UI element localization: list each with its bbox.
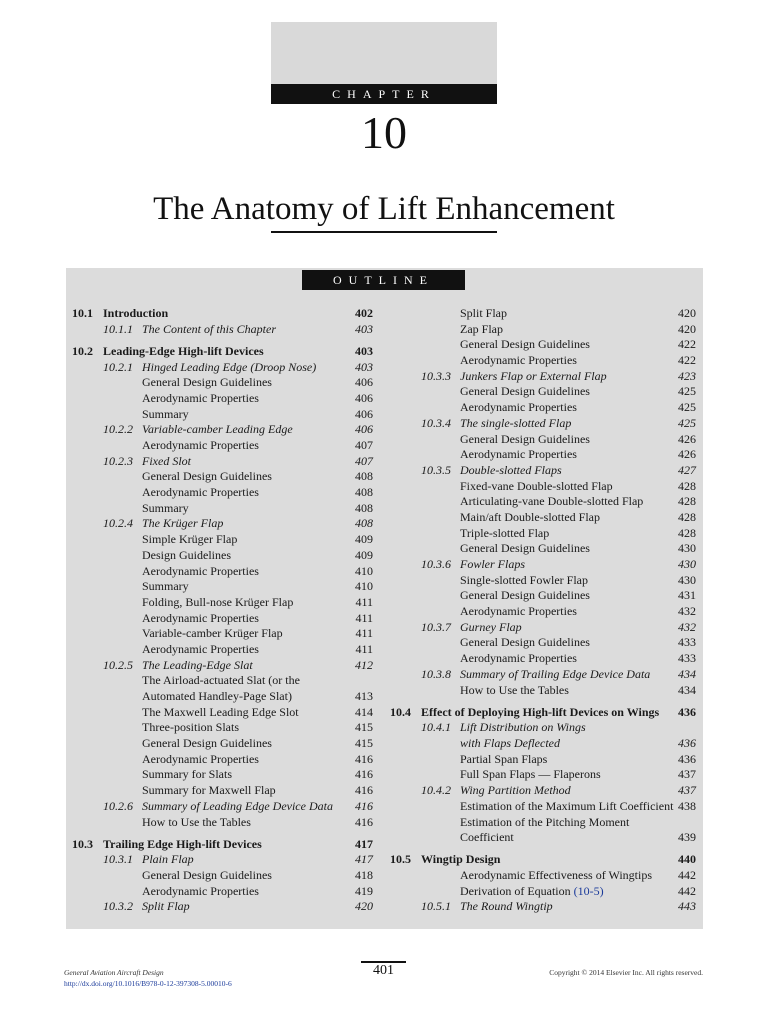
toc-section-title: Trailing Edge High-lift Devices <box>103 836 262 851</box>
toc-page-number: 402 <box>355 306 373 320</box>
toc-section-title: Split Flap <box>142 899 190 914</box>
toc-entry[interactable] <box>72 689 373 705</box>
toc-section-number: 10.3.1 <box>103 852 133 867</box>
toc-entry[interactable] <box>390 736 696 752</box>
toc-section-number: 10.3.5 <box>421 462 451 477</box>
toc-page-number: 423 <box>678 368 696 383</box>
toc-entry[interactable] <box>390 815 696 831</box>
toc-entry[interactable] <box>72 837 373 853</box>
toc-page-number: 408 <box>355 516 373 531</box>
toc-entry[interactable] <box>390 604 696 620</box>
toc-page-number: 425 <box>678 415 696 430</box>
toc-section-title: General Design Guidelines <box>460 635 590 650</box>
toc-page-number: 407 <box>355 453 373 468</box>
toc-entry[interactable] <box>72 375 373 391</box>
toc-entry[interactable] <box>72 422 373 438</box>
toc-page-number: 438 <box>678 798 696 813</box>
toc-entry[interactable] <box>390 620 696 636</box>
toc-entry[interactable] <box>390 799 696 815</box>
toc-entry[interactable] <box>390 573 696 589</box>
toc-entry[interactable] <box>390 720 696 736</box>
toc-entry[interactable] <box>390 353 696 369</box>
toc-entry[interactable] <box>72 720 373 736</box>
toc-entry[interactable] <box>390 510 696 526</box>
toc-section-number: 10.5.1 <box>421 899 451 914</box>
toc-section-title: Summary for Maxwell Flap <box>142 783 276 798</box>
toc-page-number: 432 <box>678 619 696 634</box>
toc-section-title: Variable-camber Krüger Flap <box>142 626 283 641</box>
toc-section-title: General Design Guidelines <box>142 375 272 390</box>
toc-section-title: General Design Guidelines <box>460 541 590 556</box>
toc-section-title: Three-position Slats <box>142 720 239 735</box>
toc-page-number: 439 <box>678 830 696 845</box>
toc-page-number: 410 <box>355 563 373 578</box>
toc-section-title: Aerodynamic Properties <box>142 390 259 405</box>
toc-section-title: Introduction <box>103 306 169 320</box>
toc-entry[interactable] <box>72 611 373 627</box>
toc-entry[interactable] <box>72 344 373 360</box>
toc-entry[interactable] <box>390 337 696 353</box>
toc-entry[interactable] <box>390 400 696 416</box>
toc-section-number: 10.3.8 <box>421 666 451 681</box>
toc-section-title: Summary <box>142 500 189 515</box>
toc-section-title: Summary of Leading Edge Device Data <box>142 798 333 813</box>
toc-page-number: 420 <box>355 899 373 914</box>
toc-page-number: 442 <box>678 868 696 883</box>
toc-page-number: 417 <box>355 836 373 851</box>
toc-section-title: General Design Guidelines <box>142 736 272 751</box>
toc-section-title: Split Flap <box>460 306 508 320</box>
toc-entry[interactable] <box>72 752 373 768</box>
toc-page-number: 408 <box>355 469 373 484</box>
toc-page-number: 416 <box>355 783 373 798</box>
toc-entry[interactable] <box>72 548 373 564</box>
toc-section-number: 10.3 <box>72 836 93 851</box>
toc-page-number: 408 <box>355 485 373 500</box>
toc-entry[interactable] <box>390 369 696 385</box>
toc-section-title: Fixed Slot <box>142 453 191 468</box>
toc-entry[interactable] <box>390 557 696 573</box>
toc-section-title: Folding, Bull-nose Krüger Flap <box>142 594 294 609</box>
toc-section-title: Triple-slotted Flap <box>460 525 550 540</box>
toc-section-number: 10.3.3 <box>421 368 451 383</box>
toc-section-title: Partial Span Flaps <box>460 751 548 766</box>
outline-left-column <box>72 306 373 915</box>
chapter-number: 10 <box>361 107 407 158</box>
toc-entry[interactable] <box>390 541 696 557</box>
toc-section-title: How to Use the Tables <box>460 682 569 697</box>
toc-page-number: 436 <box>678 751 696 766</box>
toc-entry[interactable] <box>390 899 696 915</box>
toc-page-number: 425 <box>678 384 696 399</box>
toc-page-number: 403 <box>355 343 373 358</box>
toc-section-title: Aerodynamic Properties <box>142 563 259 578</box>
chapter-title: The Anatomy of Lift Enhancement <box>153 191 615 227</box>
toc-section-number: 10.3.4 <box>421 415 451 430</box>
toc-section-number: 10.3.7 <box>421 619 451 634</box>
toc-entry[interactable] <box>72 658 373 674</box>
toc-entry[interactable] <box>390 868 696 884</box>
toc-page-number: 420 <box>678 321 696 336</box>
toc-page-number: 426 <box>678 431 696 446</box>
toc-section-title: Aerodynamic Properties <box>142 485 259 500</box>
toc-entry[interactable] <box>390 479 696 495</box>
toc-section-title: Articulating-vane Double-slotted Flap <box>460 494 644 509</box>
toc-section-title: The Krüger Flap <box>142 516 224 531</box>
toc-entry[interactable] <box>390 767 696 783</box>
toc-section-title: Estimation of the Maximum Lift Coefficient <box>460 798 674 813</box>
toc-page-number: 406 <box>355 422 373 437</box>
toc-section-title: Design Guidelines <box>142 547 231 562</box>
toc-entry[interactable] <box>72 438 373 454</box>
toc-section-title: The single-slotted Flap <box>460 415 572 430</box>
toc-entry[interactable] <box>72 501 373 517</box>
toc-section-number: 10.5 <box>390 852 411 867</box>
toc-page-number: 416 <box>355 814 373 829</box>
toc-section-title: Double-slotted Flaps <box>460 462 562 477</box>
toc-page-number: 411 <box>355 626 373 641</box>
toc-section-title: General Design Guidelines <box>460 588 590 603</box>
toc-page-number: 411 <box>355 594 373 609</box>
toc-section-number: 10.4 <box>390 704 411 719</box>
toc-entry[interactable] <box>390 884 696 900</box>
toc-page-number: 442 <box>678 883 696 898</box>
toc-entry[interactable] <box>72 532 373 548</box>
toc-entry[interactable] <box>390 830 696 846</box>
toc-section-title: Junkers Flap or External Flap <box>460 368 607 383</box>
toc-entry[interactable] <box>390 783 696 799</box>
toc-section-number: 10.2.3 <box>103 453 133 468</box>
footer-doi-link[interactable]: http://dx.doi.org/10.1016/B978-0-12-397308-5.00010-6 <box>64 979 232 988</box>
toc-section-title: The Content of this Chapter <box>142 321 277 336</box>
toc-section-title: Zap Flap <box>460 321 503 336</box>
toc-page-number: 409 <box>355 547 373 562</box>
toc-page-number: 416 <box>355 751 373 766</box>
toc-section-title: The Airload-actuated Slat (or the <box>142 673 300 688</box>
toc-section-title: Summary <box>142 579 189 594</box>
toc-page-number: 416 <box>355 798 373 813</box>
toc-page-number: 403 <box>355 321 373 336</box>
toc-entry[interactable] <box>72 736 373 752</box>
toc-page-number: 427 <box>678 462 696 477</box>
toc-page-number: 430 <box>678 572 696 587</box>
toc-section-title: Main/aft Double-slotted Flap <box>460 509 600 524</box>
toc-section-title: Aerodynamic Properties <box>142 438 259 452</box>
toc-section-title: Aerodynamic Properties <box>460 400 577 415</box>
toc-section-number: 10.2.5 <box>103 657 133 672</box>
toc-section-title: Aerodynamic Properties <box>460 353 577 368</box>
toc-section-title: Hinged Leading Edge (Droop Nose) <box>142 359 317 374</box>
toc-entry[interactable] <box>72 673 373 689</box>
toc-page-number: 434 <box>678 682 696 697</box>
toc-page-number: 413 <box>355 689 373 703</box>
toc-page-number: 437 <box>678 783 696 798</box>
toc-entry[interactable] <box>390 322 696 338</box>
toc-entry[interactable] <box>72 626 373 642</box>
footer-copyright: Copyright © 2014 Elsevier Inc. All rights reserved. <box>549 968 703 977</box>
toc-section-title: Fowler Flaps <box>460 557 525 571</box>
toc-section-title: Full Span Flaps — Flaperons <box>460 767 601 782</box>
toc-page-number: 406 <box>355 406 373 421</box>
toc-entry[interactable] <box>390 683 696 699</box>
toc-entry[interactable] <box>72 564 373 580</box>
toc-page-number: 433 <box>678 651 696 666</box>
toc-entry[interactable] <box>390 447 696 463</box>
toc-page-number: 428 <box>678 494 696 509</box>
toc-section-title: Derivation of Equation (10-5) <box>460 883 604 898</box>
toc-page-number: 436 <box>678 704 696 719</box>
toc-page-number: 431 <box>678 588 696 603</box>
toc-entry[interactable] <box>390 526 696 542</box>
toc-section-number: 10.3.6 <box>421 557 451 571</box>
toc-entry[interactable] <box>72 884 373 900</box>
toc-entry[interactable] <box>72 516 373 532</box>
toc-section-title: The Round Wingtip <box>460 899 553 914</box>
toc-page-number: 411 <box>355 610 373 625</box>
toc-section-title: The Maxwell Leading Edge Slot <box>142 704 299 719</box>
toc-section-title: Gurney Flap <box>460 619 522 634</box>
toc-entry[interactable] <box>72 595 373 611</box>
toc-entry[interactable] <box>72 391 373 407</box>
toc-section-title: Effect of Deploying High-lift Devices on Wings <box>421 704 660 719</box>
toc-section-title: Aerodynamic Properties <box>142 883 259 898</box>
toc-section-title: How to Use the Tables <box>142 814 251 829</box>
toc-section-number: 10.3.2 <box>103 899 133 914</box>
toc-entry[interactable] <box>72 642 373 658</box>
title-underline <box>271 231 497 233</box>
page-number: 401 <box>373 963 394 978</box>
toc-entry[interactable] <box>390 416 696 432</box>
toc-page-number: 432 <box>678 604 696 619</box>
footer-book-title: General Aviation Aircraft Design <box>64 968 164 977</box>
toc-section-title: Aerodynamic Effectiveness of Wingtips <box>460 868 653 883</box>
toc-section-title: Aerodynamic Properties <box>142 751 259 766</box>
chapter-header-box <box>271 22 497 84</box>
toc-page-number: 419 <box>355 883 373 898</box>
toc-entry[interactable] <box>72 469 373 485</box>
toc-entry[interactable] <box>390 384 696 400</box>
toc-section-title: The Leading-Edge Slat <box>142 657 253 672</box>
toc-section-title: General Design Guidelines <box>142 868 272 883</box>
toc-page-number: 433 <box>678 635 696 650</box>
toc-entry[interactable] <box>390 463 696 479</box>
toc-section-number: 10.1.1 <box>103 321 133 336</box>
toc-entry[interactable] <box>390 635 696 651</box>
toc-entry[interactable] <box>72 322 373 338</box>
toc-page-number: 425 <box>678 400 696 415</box>
toc-page-number: 410 <box>355 579 373 594</box>
toc-entry[interactable] <box>72 454 373 470</box>
toc-section-title: Leading-Edge High-lift Devices <box>103 343 264 358</box>
toc-entry[interactable] <box>72 899 373 915</box>
toc-entry[interactable] <box>72 868 373 884</box>
toc-section-title: Aerodynamic Properties <box>460 604 577 619</box>
toc-section-title: Coefficient <box>460 830 514 845</box>
toc-entry[interactable] <box>72 767 373 783</box>
toc-page-number: 422 <box>678 337 696 352</box>
toc-section-title: Automated Handley-Page Slat) <box>142 689 292 703</box>
toc-page-number: 430 <box>678 557 696 571</box>
toc-entry[interactable] <box>390 705 696 721</box>
toc-section-title: Wing Partition Method <box>460 783 571 798</box>
toc-entry[interactable] <box>72 485 373 501</box>
outline-right-column <box>390 306 696 915</box>
toc-section-title: General Design Guidelines <box>460 431 590 446</box>
toc-section-title: Estimation of the Pitching Moment <box>460 814 630 829</box>
toc-entry[interactable] <box>390 752 696 768</box>
toc-section-title: Aerodynamic Properties <box>142 610 259 625</box>
toc-entry[interactable] <box>72 360 373 376</box>
toc-page-number: 440 <box>678 852 696 867</box>
outline-label: OUTLINE <box>302 270 465 290</box>
toc-entry[interactable] <box>390 651 696 667</box>
toc-entry[interactable] <box>72 799 373 815</box>
toc-page-number: 422 <box>678 353 696 368</box>
toc-page-number: 408 <box>355 500 373 515</box>
toc-section-number: 10.2.1 <box>103 359 133 374</box>
toc-section-title: Single-slotted Fowler Flap <box>460 572 588 587</box>
toc-page-number: 436 <box>678 736 696 751</box>
toc-section-title: Variable-camber Leading Edge <box>142 422 293 437</box>
toc-section-number: 10.2.4 <box>103 516 133 531</box>
toc-entry[interactable] <box>72 852 373 868</box>
toc-section-number: 10.2.6 <box>103 798 133 813</box>
toc-page-number: 415 <box>355 736 373 751</box>
toc-entry[interactable] <box>72 579 373 595</box>
toc-entry[interactable] <box>390 588 696 604</box>
toc-section-title: Fixed-vane Double-slotted Flap <box>460 478 613 493</box>
toc-page-number: 417 <box>355 852 373 867</box>
toc-entry[interactable] <box>390 432 696 448</box>
toc-page-number: 428 <box>678 525 696 540</box>
toc-section-number: 10.4.2 <box>421 783 451 798</box>
toc-section-number: 10.1 <box>72 306 93 320</box>
toc-section-title: Summary for Slats <box>142 767 232 782</box>
toc-section-title: General Design Guidelines <box>460 337 590 352</box>
toc-page-number: 411 <box>355 641 373 656</box>
toc-entry[interactable] <box>390 306 696 322</box>
toc-section-title: Simple Krüger Flap <box>142 532 238 547</box>
toc-page-number: 428 <box>678 478 696 493</box>
toc-section-title: Lift Distribution on Wings <box>460 720 586 735</box>
toc-page-number: 416 <box>355 767 373 782</box>
toc-page-number: 406 <box>355 375 373 390</box>
toc-section-number: 10.2.2 <box>103 422 133 437</box>
toc-page-number: 407 <box>355 438 373 452</box>
toc-page-number: 434 <box>678 666 696 681</box>
toc-page-number: 415 <box>355 720 373 735</box>
toc-entry[interactable] <box>72 705 373 721</box>
toc-entry[interactable] <box>390 494 696 510</box>
equation-link[interactable]: (10-5) <box>573 883 604 898</box>
toc-entry[interactable] <box>72 407 373 423</box>
toc-page-number: 406 <box>355 390 373 405</box>
toc-section-title: Aerodynamic Properties <box>460 447 577 462</box>
toc-page-number: 430 <box>678 541 696 556</box>
toc-section-title: General Design Guidelines <box>142 469 272 484</box>
toc-section-title: Summary of Trailing Edge Device Data <box>460 666 651 681</box>
toc-section-title: Plain Flap <box>142 852 194 867</box>
toc-page-number: 412 <box>355 657 373 672</box>
toc-section-title: Wingtip Design <box>421 852 501 867</box>
toc-entry[interactable] <box>390 852 696 868</box>
toc-section-title: with Flaps Deflected <box>460 736 560 751</box>
toc-page-number: 426 <box>678 447 696 462</box>
toc-page-number: 414 <box>355 704 373 719</box>
toc-section-title: Aerodynamic Properties <box>460 651 577 666</box>
chapter-label: CHAPTER <box>271 84 497 104</box>
toc-page-number: 403 <box>355 359 373 374</box>
toc-section-title: Aerodynamic Properties <box>142 641 259 656</box>
toc-page-number: 420 <box>678 306 696 320</box>
toc-page-number: 418 <box>355 868 373 883</box>
toc-page-number: 437 <box>678 767 696 782</box>
toc-section-title: General Design Guidelines <box>460 384 590 399</box>
toc-entry[interactable] <box>72 815 373 831</box>
toc-section-number: 10.2 <box>72 343 93 358</box>
toc-section-number: 10.4.1 <box>421 720 451 735</box>
toc-page-number: 428 <box>678 509 696 524</box>
toc-entry[interactable] <box>390 667 696 683</box>
toc-entry[interactable] <box>72 306 373 322</box>
toc-page-number: 409 <box>355 532 373 547</box>
toc-section-title: Summary <box>142 406 189 421</box>
toc-page-number: 443 <box>678 899 696 914</box>
toc-entry[interactable] <box>72 783 373 799</box>
